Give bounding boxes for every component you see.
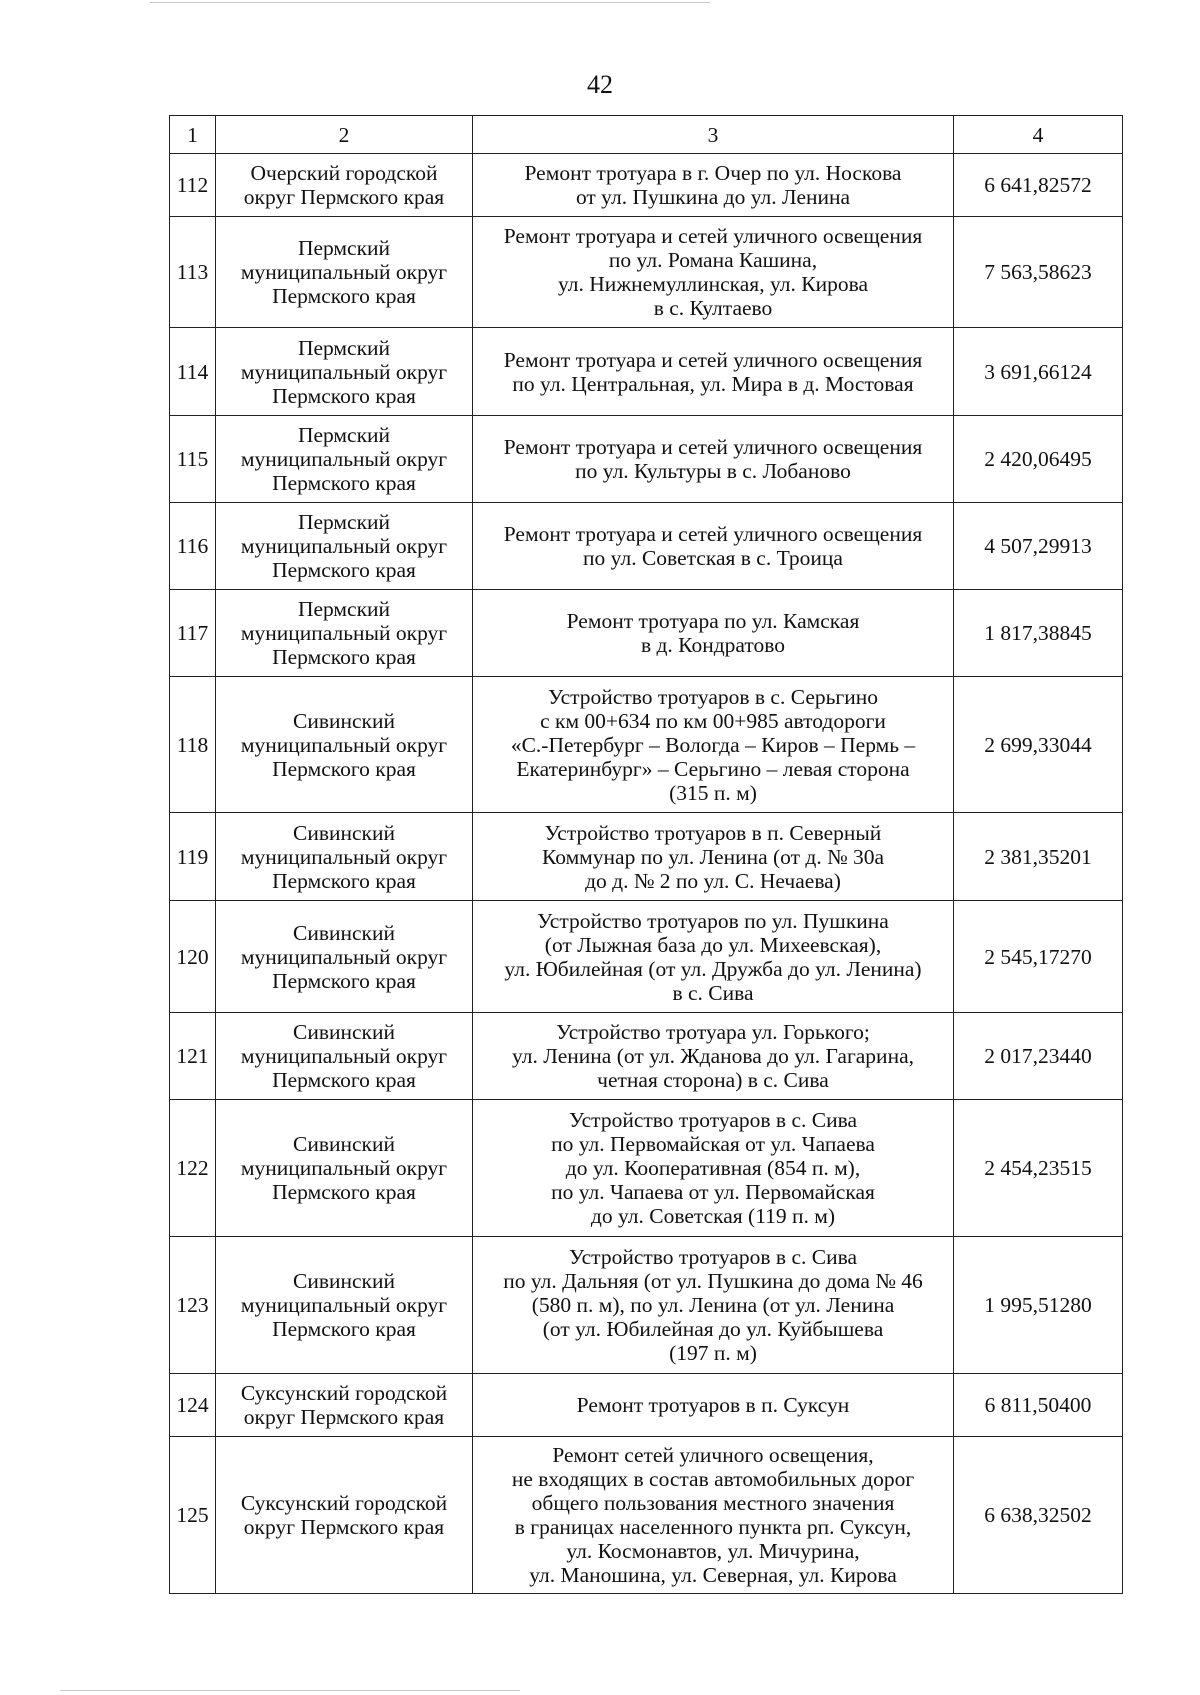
- municipality-cell: Сивинский муниципальный округ Пермского края: [216, 1100, 473, 1237]
- work-description-cell: Ремонт сетей уличного освещения, не входящих в состав автомобильных дорог общего пользования местного значения в границах населенного пункта рп. Суксун, ул. Космонавтов, ул. Мичурина, ул. Маношина, ул. Северная, ул. Кирова: [473, 1437, 954, 1594]
- table-row: [170, 590, 1123, 677]
- row-number-cell: 116: [170, 503, 216, 590]
- amount-cell: 2 420,06495: [954, 416, 1123, 503]
- municipality-cell: Пермский муниципальный округ Пермского края: [216, 217, 473, 328]
- column-number-row: [170, 116, 1123, 154]
- work-description-cell: Ремонт тротуара по ул. Камская в д. Кондратово: [473, 590, 954, 677]
- municipality-cell: Сивинский муниципальный округ Пермского края: [216, 813, 473, 901]
- amount-cell: 2 381,35201: [954, 813, 1123, 901]
- table-row: [170, 1100, 1123, 1237]
- work-description-cell: Устройство тротуаров в с. Сива по ул. Дальняя (от ул. Пушкина до дома № 46 (580 п. м), по ул. Ленина (от ул. Ленина (от ул. Юбилейная до ул. Куйбышева (197 п. м): [473, 1237, 954, 1374]
- table-row: [170, 813, 1123, 901]
- amount-cell: 2 545,17270: [954, 901, 1123, 1013]
- table-row: [170, 217, 1123, 328]
- work-description-cell: Устройство тротуаров по ул. Пушкина (от Лыжная база до ул. Михеевская), ул. Юбилейная (от ул. Дружба до ул. Ленина) в с. Сива: [473, 901, 954, 1013]
- municipality-cell: Пермский муниципальный округ Пермского края: [216, 416, 473, 503]
- work-description-cell: Устройство тротуара ул. Горького; ул. Ленина (от ул. Жданова до ул. Гагарина, четная сторона) в с. Сива: [473, 1013, 954, 1100]
- column-header-3: 3: [473, 116, 954, 154]
- table-row: [170, 1374, 1123, 1437]
- table-row: [170, 677, 1123, 813]
- table-row: [170, 1013, 1123, 1100]
- municipality-cell: Суксунский городской округ Пермского края: [216, 1437, 473, 1594]
- table-row: [170, 416, 1123, 503]
- row-number-cell: 125: [170, 1437, 216, 1594]
- column-header-4: 4: [954, 116, 1123, 154]
- work-description-cell: Ремонт тротуаров в п. Суксун: [473, 1374, 954, 1437]
- column-header-2: 2: [216, 116, 473, 154]
- table-row: [170, 1237, 1123, 1374]
- amount-cell: 2 017,23440: [954, 1013, 1123, 1100]
- row-number-cell: 115: [170, 416, 216, 503]
- municipality-cell: Пермский муниципальный округ Пермского края: [216, 503, 473, 590]
- page-number: 42: [587, 70, 613, 99]
- municipality-cell: Очерский городской округ Пермского края: [216, 154, 473, 217]
- amount-cell: 6 641,82572: [954, 154, 1123, 217]
- row-number-cell: 121: [170, 1013, 216, 1100]
- amount-cell: 6 638,32502: [954, 1437, 1123, 1594]
- amount-cell: 1 995,51280: [954, 1237, 1123, 1374]
- work-description-cell: Устройство тротуаров в с. Сива по ул. Первомайская от ул. Чапаева до ул. Кооперативная (854 п. м), по ул. Чапаева от ул. Первомайская до ул. Советская (119 п. м): [473, 1100, 954, 1237]
- work-description-cell: Ремонт тротуара и сетей уличного освещения по ул. Центральная, ул. Мира в д. Мостовая: [473, 328, 954, 416]
- table-body: [170, 154, 1123, 1594]
- municipality-cell: Суксунский городской округ Пермского края: [216, 1374, 473, 1437]
- column-header-1: 1: [170, 116, 216, 154]
- table-row: [170, 328, 1123, 416]
- amount-cell: 2 699,33044: [954, 677, 1123, 813]
- work-description-cell: Устройство тротуаров в п. Северный Коммунар по ул. Ленина (от д. № 30а до д. № 2 по ул. С. Нечаева): [473, 813, 954, 901]
- table-row: [170, 154, 1123, 217]
- work-description-cell: Ремонт тротуара и сетей уличного освещения по ул. Культуры в с. Лобаново: [473, 416, 954, 503]
- municipality-cell: Сивинский муниципальный округ Пермского края: [216, 677, 473, 813]
- amount-cell: 4 507,29913: [954, 503, 1123, 590]
- municipality-cell: Сивинский муниципальный округ Пермского края: [216, 1237, 473, 1374]
- work-description-cell: Ремонт тротуара и сетей уличного освещения по ул. Советская в с. Троица: [473, 503, 954, 590]
- row-number-cell: 112: [170, 154, 216, 217]
- budget-table: [169, 115, 1123, 1594]
- amount-cell: 3 691,66124: [954, 328, 1123, 416]
- row-number-cell: 117: [170, 590, 216, 677]
- amount-cell: 1 817,38845: [954, 590, 1123, 677]
- amount-cell: 7 563,58623: [954, 217, 1123, 328]
- table-row: [170, 503, 1123, 590]
- row-number-cell: 118: [170, 677, 216, 813]
- row-number-cell: 119: [170, 813, 216, 901]
- work-description-cell: Ремонт тротуара в г. Очер по ул. Носкова от ул. Пушкина до ул. Ленина: [473, 154, 954, 217]
- row-number-cell: 123: [170, 1237, 216, 1374]
- municipality-cell: Сивинский муниципальный округ Пермского края: [216, 1013, 473, 1100]
- row-number-cell: 124: [170, 1374, 216, 1437]
- row-number-cell: 122: [170, 1100, 216, 1237]
- row-number-cell: 113: [170, 217, 216, 328]
- municipality-cell: Пермский муниципальный округ Пермского края: [216, 328, 473, 416]
- municipality-cell: Пермский муниципальный округ Пермского края: [216, 590, 473, 677]
- amount-cell: 2 454,23515: [954, 1100, 1123, 1237]
- row-number-cell: 120: [170, 901, 216, 1013]
- work-description-cell: Устройство тротуаров в с. Серьгино с км 00+634 по км 00+985 автодороги «С.-Петербург – Вологда – Киров – Пермь – Екатеринбург» – Серьгино – левая сторона (315 п. м): [473, 677, 954, 813]
- table-row: [170, 901, 1123, 1013]
- scan-edge-bottom: [60, 1690, 520, 1691]
- municipality-cell: Сивинский муниципальный округ Пермского края: [216, 901, 473, 1013]
- table-row: [170, 1437, 1123, 1594]
- amount-cell: 6 811,50400: [954, 1374, 1123, 1437]
- row-number-cell: 114: [170, 328, 216, 416]
- work-description-cell: Ремонт тротуара и сетей уличного освещения по ул. Романа Кашина, ул. Нижнемуллинская, ул. Кирова в с. Култаево: [473, 217, 954, 328]
- scan-edge-top: [150, 2, 710, 3]
